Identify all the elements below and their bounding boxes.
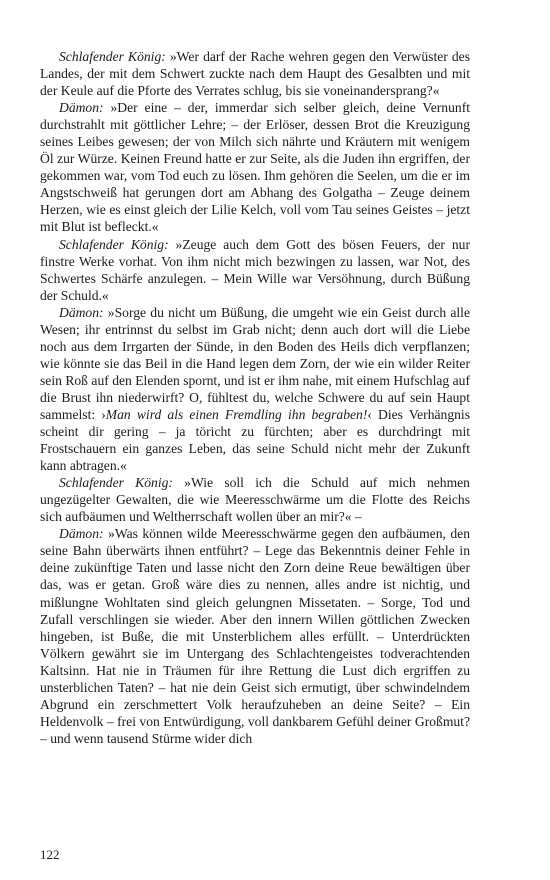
paragraph (40, 99, 470, 235)
speaker-name: Dämon: (59, 526, 104, 542)
page-number: 122 (40, 847, 60, 862)
speaker-name: Schlafender König: (59, 236, 169, 252)
page-text (40, 48, 470, 747)
paragraph (40, 304, 470, 474)
speech-text: »Der eine – der, immerdar sich selber gleich, deine Vernunft durchstrahlt mit göttlicher Lehre; – der Erlöser, dessen Brot die Kreuzigung seines Leibes gewesen; der von Milch sich nährte und Kräutern mit wenigem Öl zur Würze. Keinen Freund hatte er zur Seite, als die Juden ihn ergriffen, der gekommen war, vom Tod euch zu lösen. Ihm gehören die Seelen, um die er im Angstschweiß hat gerungen dort am Abhang des Golgatha – Zeuge deinem Herzen, wie es einst gleich der Lilie Kelch, voll vom Tau seines Geistes – jetzt mit Blut ist befleckt.« (40, 100, 470, 235)
speech-text: »Sorge du nicht um Büßung, die umgeht wie ein Geist durch alle Wesen; ihr entrinnst du selbst im Grab nicht; denn auch dort will die Liebe noch aus dem Irrgarten der Sünde, in den Boden des Heils dich verpflanzen; wie könnte sie das Beil in die Hand legen dem Zorn, der wie ein wilder Reiter sein Roß auf den Elenden spornt, und ist er ihm nahe, mit einem Hufschlag auf die Brust ihn niederwirft? O, fühltest du, welche Schwere du auf sein Haupt sammelst: › (40, 304, 470, 422)
speech-text: »Wie soll ich die Schuld auf mich nehmen ungezügelter Gewalten, die wie Meeresschwärme um die Flotte des Reichs sich aufbäumen und Weltherrschaft wollen über an mir?« – (40, 475, 470, 525)
speaker-name: Schlafender König: (59, 49, 166, 64)
speaker-name: Schlafender König: (59, 475, 173, 491)
paragraph (40, 474, 470, 525)
speech-text: »Zeuge auch dem Gott des bösen Feuers, der nur finstre Werke vorhat. Von ihm nicht mich bezwingen zu lassen, war Not, des Schwertes Schärfe anzulegen. – Mein Wille war Versöhnung, durch Büßung der Schuld.« (40, 236, 470, 303)
speaker-name: Dämon: (59, 304, 104, 320)
speech-text: »Wer darf der Rache wehren gegen den Verwüster des Landes, der mit dem Schwert zuckte nach dem Haupt des Gesalbten und mit der Keule auf die Pforte des Verrates schlug, bis sie voneinandersprang?« (40, 49, 471, 99)
speech-text: »Was können wilde Meeresschwärme gegen den aufbäumen, den seine Bahn überwärts ihnen entführt? – Lege das Bekenntnis deiner Fehle in deine zukünftige Taten und lasse nicht den Zorn deine Reue bewältigen über das, was er getan. Groß wäre dies zu nennen, alles andre ist nichtig, und mißlungne Wohltaten sind gleich gelungnen Missetaten. – Sorge, Tod und Zufall verschlingen sie wieder. Aber den innern Willen göttlichen Zwecken hingeben, ist Buße, die mit Unsterblichem alles erfüllt. – Unterdrückten Völkern gewährt sie im Untergang des Schlachtengeistes todverachtenden Kaltsinn. Hat nie in Träumen für ihre Rettung die Lust dich ergriffen zu unsterblichen Taten? – hat nie dein Geist sich ermutigt, über schwindelndem Abgrund ein zerschmettert Volk heraufzuheben an deine Seite? – Ein Heldenvolk – frei von Entwürdigung, voll dankbarem Gefühl deiner Großmut? – und wenn tausend Stürme wider dich (40, 526, 470, 746)
paragraph (40, 236, 470, 304)
speech-text-continued: ‹ Dies Verhängnis scheint dir gering – ja töricht zu fürchten; aber es durchdringt mit Frostschauern ein ganzes Leben, das seine Schuld nicht mehr der Zukunft kann abtragen.« (40, 406, 470, 474)
speaker-name: Dämon: (59, 100, 104, 116)
paragraph (40, 525, 470, 747)
paragraph (40, 48, 470, 99)
italic-quote: Man wird als einen Fremdling ihn begraben! (105, 406, 368, 422)
